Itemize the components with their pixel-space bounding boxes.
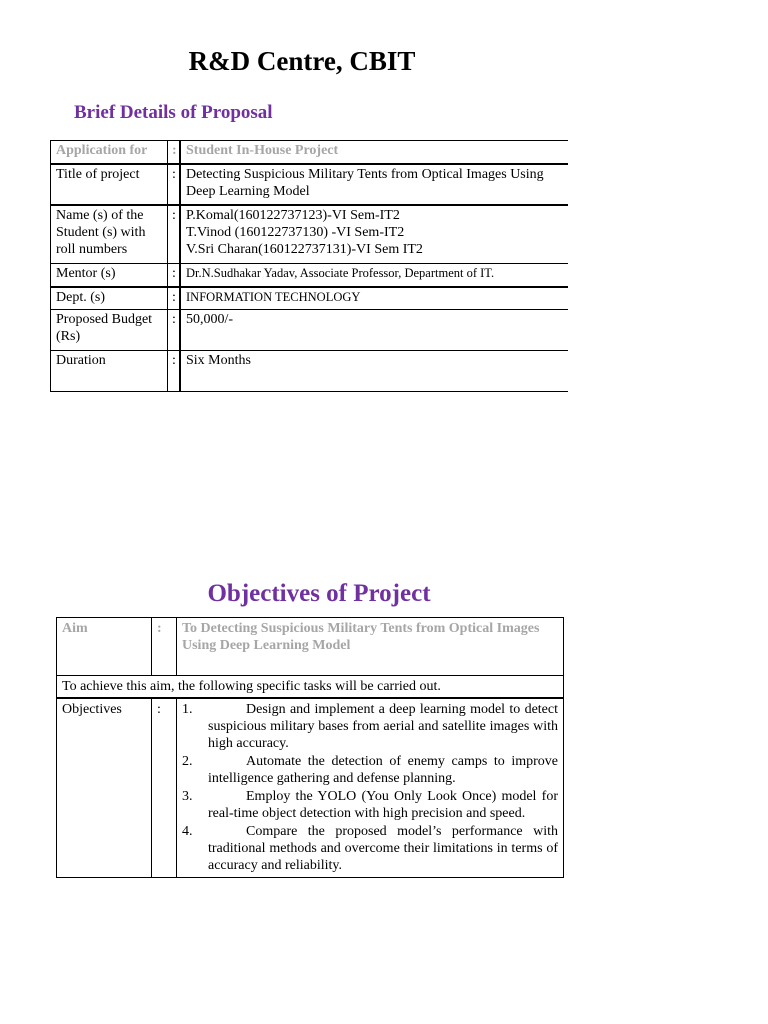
list-item-text: Automate the detection of enemy camps to improve intelligence gathering and defense planning. — [208, 754, 558, 786]
row-separator: : — [168, 164, 181, 205]
row-separator: : — [168, 141, 181, 164]
section-title-objectives: Objectives of Project — [207, 580, 431, 607]
list-item-number: 4. — [182, 824, 193, 839]
list-item — [182, 788, 558, 822]
row-label: Application for — [51, 141, 168, 164]
table-row — [51, 141, 569, 164]
row-label: Name (s) of the Student (s) with roll numbers — [51, 205, 168, 264]
table-row — [57, 676, 564, 699]
aim-separator: : — [152, 618, 177, 676]
row-separator: : — [168, 287, 181, 310]
row-value: 50,000/- — [181, 310, 569, 351]
proposal-table — [50, 140, 568, 392]
row-value: Student In-House Project — [181, 141, 569, 164]
objectives-table — [56, 617, 564, 878]
student-name: T.Vinod (160122737130) -VI Sem-IT2 — [186, 224, 405, 240]
table-row — [51, 264, 569, 287]
objectives-label: Objectives — [57, 698, 152, 878]
row-separator: : — [168, 205, 181, 264]
list-item — [182, 701, 558, 752]
row-separator: : — [168, 310, 181, 351]
aim-intro: To achieve this aim, the following specific tasks will be carried out. — [57, 676, 564, 699]
row-label: Title of project — [51, 164, 168, 205]
list-item-text: Design and implement a deep learning model to detect suspicious military bases from aerial and satellite images with high accuracy. — [208, 702, 558, 751]
row-label: Mentor (s) — [51, 264, 168, 287]
row-separator: : — [168, 351, 181, 392]
row-label: Duration — [51, 351, 168, 392]
row-label: Proposed Budget (Rs) — [51, 310, 168, 351]
table-row — [51, 310, 569, 351]
list-item-number: 1. — [182, 702, 193, 717]
aim-label: Aim — [57, 618, 152, 676]
page-title: R&D Centre, CBIT — [188, 46, 416, 76]
row-separator: : — [168, 264, 181, 287]
aim-value: To Detecting Suspicious Military Tents from Optical Images Using Deep Learning Model — [177, 618, 564, 676]
row-value — [181, 205, 569, 264]
objectives-list-cell — [177, 698, 564, 878]
table-row — [51, 287, 569, 310]
row-value: Detecting Suspicious Military Tents from Optical Images Using Deep Learning Model — [181, 164, 569, 205]
section-title-proposal: Brief Details of Proposal — [74, 102, 273, 123]
student-name: P.Komal(160122737123)-VI Sem-IT2 — [186, 207, 400, 223]
table-row — [57, 698, 564, 878]
list-item — [182, 753, 558, 787]
student-name: V.Sri Charan(160122737131)-VI Sem IT2 — [186, 241, 423, 257]
list-item-number: 2. — [182, 754, 193, 769]
list-item-text: Compare the proposed model’s performance with traditional methods and overcome their limitations in terms of accuracy and reliability. — [208, 824, 558, 873]
table-row — [51, 351, 569, 392]
table-row — [51, 164, 569, 205]
list-item-number: 3. — [182, 789, 193, 804]
row-value: Dr.N.Sudhakar Yadav, Associate Professor, Department of IT. — [181, 264, 569, 287]
table-row — [51, 205, 569, 264]
list-item-text: Employ the YOLO (You Only Look Once) model for real-time object detection with high precision and speed. — [208, 789, 558, 821]
objectives-separator: : — [152, 698, 177, 878]
table-row — [57, 618, 564, 676]
objectives-list — [182, 701, 558, 874]
row-value: INFORMATION TECHNOLOGY — [181, 287, 569, 310]
list-item — [182, 823, 558, 874]
row-value: Six Months — [181, 351, 569, 392]
row-label: Dept. (s) — [51, 287, 168, 310]
